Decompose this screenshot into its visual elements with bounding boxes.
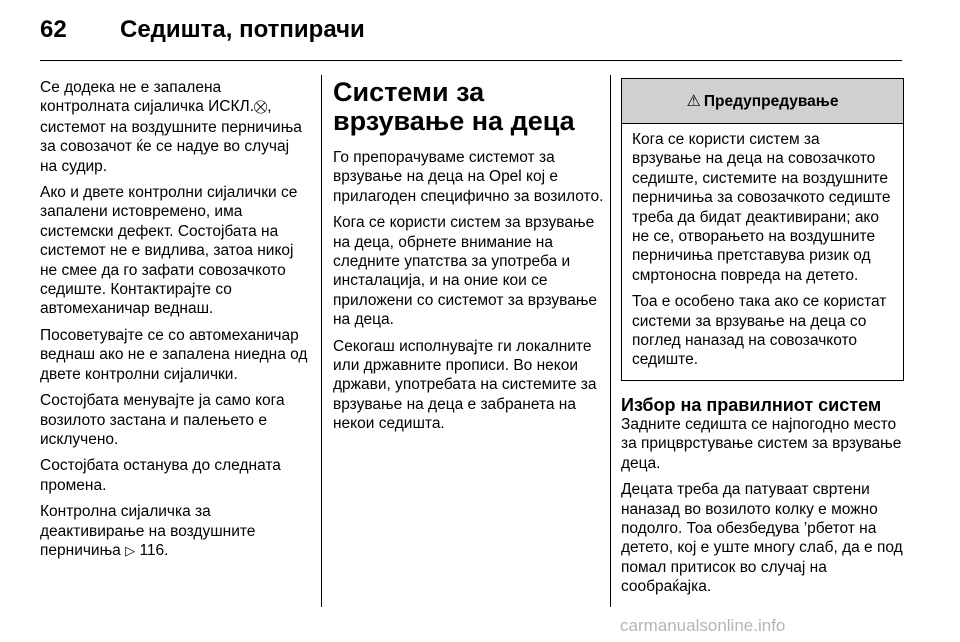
paragraph-status-remains: Состојбата останува до следната промена. <box>40 457 281 494</box>
paragraph-rear-seats: Задните седишта се најпогодно место за прицврстување систем за врзување деца. <box>621 415 902 472</box>
paragraph-recommendation: Го препорачуваме системот за врзување на деца на Opel кој е прилагоден специфично за возилото. <box>333 149 604 205</box>
column-divider-1 <box>321 75 322 607</box>
paragraph-regulations: Секогаш исполнувајте ги локалните или државните прописи. Во некои држави, употребата на системите за врзување на деца е забранета на некои седишта. <box>333 337 597 433</box>
paragraph-text: Се додека не е запалена контролната сијаличка ИСКЛ. <box>40 79 255 116</box>
header-rule <box>40 60 902 61</box>
warning-paragraph: Кога се користи систем за врзување на деца на совозачкото седиште, системите на воздушните перничиња за совозачкото седиште треба да бидат деактивирани; ако не се, отворањето на воздушните перничиња претставува ризик од смртоносна повреда на детето. <box>632 131 891 284</box>
page-number: 62 <box>40 16 67 43</box>
warning-title: Предупредување <box>703 93 839 110</box>
warning-paragraph: Тоа е особено така ако се користат системи за врзување на деца со поглед наназад на совозачкото седиште. <box>632 293 887 369</box>
paragraph-text: Контролна сијаличка за деактивирање на воздушните перничиња <box>40 503 256 559</box>
page-reference-icon: ▷ <box>125 543 136 559</box>
section-heading-child-restraint: Системи за врзување на деца <box>333 77 575 136</box>
warning-triangle-icon: ⚠ <box>686 91 701 110</box>
paragraph-change-status: Состојбата менувајте ја само кога возилото застана и палењето е исклучено. <box>40 392 285 448</box>
column-2 <box>333 78 607 441</box>
warning-header <box>622 79 903 124</box>
paragraph-airbag-off <box>40 78 310 176</box>
page-reference-link[interactable]: 116. <box>139 541 169 559</box>
subheading-choose-system: Избор на правилниот систем <box>621 394 882 415</box>
page-title: Седишта, потпирачи <box>120 16 365 43</box>
paragraph-indicator-ref <box>40 502 310 561</box>
warning-box <box>621 78 904 381</box>
column-divider-2 <box>610 75 611 607</box>
paragraph-instructions: Кога се користи систем за врзување на деца, обрнете внимание на следните упатства за употреба и инсталација, и на оние кои се приложени со системот за врзување на деца. <box>333 214 598 329</box>
column-1 <box>40 78 310 568</box>
paragraph-text: , системот на воздушните перничиња за совозачот ќе се надуе во случај на судир. <box>40 98 302 175</box>
paragraph-system-fault: Ако и двете контролни сијалички се запалени истовремено, има системски дефект. Состојбата на системот не е видлива, затоа никој не смее да го зафати совозачкото седиште. Контактирајте со автомеханичар веднаш. <box>40 184 298 318</box>
watermark: carmanualsonline.info <box>620 616 786 635</box>
airbag-off-icon: ⛒ <box>254 100 268 116</box>
paragraph-rear-facing: Децата треба да патуваат свртени наназад во возилото колку е можно подолго. Тоа обезбедува ’рбетот на детето, кој е уште многу слаб, да е под помал притисок во случај на сообраќајка. <box>621 481 903 596</box>
column-3 <box>621 78 904 604</box>
warning-body <box>622 124 903 380</box>
paragraph-consult-mechanic: Посоветувајте се со автомеханичар веднаш ако не е запалена ниедна од двете контролни сијалички. <box>40 326 308 383</box>
page-header <box>0 0 960 60</box>
